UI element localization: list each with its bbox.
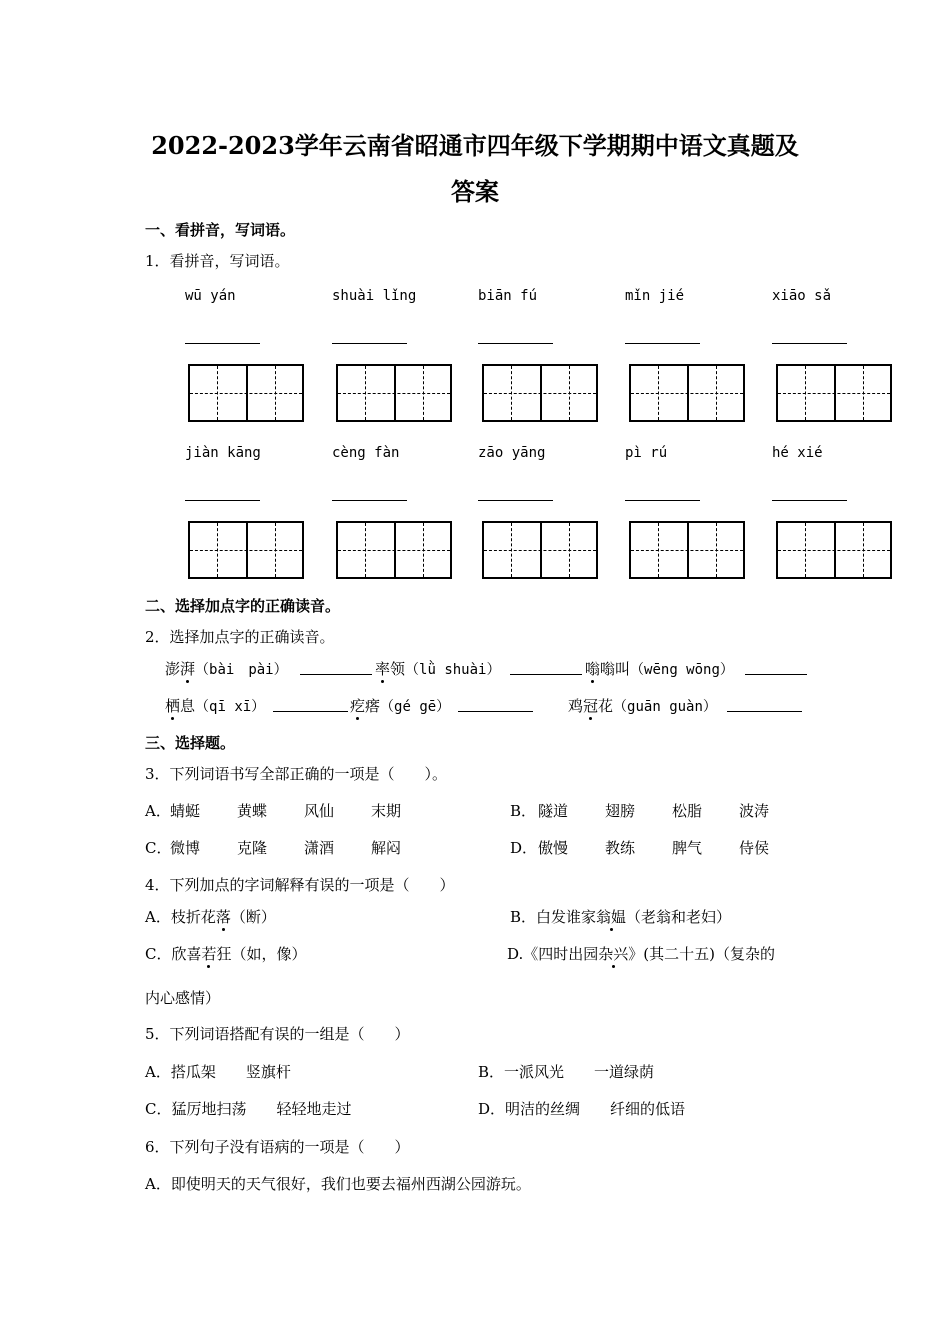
reading-item xyxy=(585,658,734,679)
pinyin-options: （guān guàn） xyxy=(613,699,717,715)
option-text: A．枝折花 xyxy=(145,908,216,926)
word-part: 领 xyxy=(390,660,406,678)
word-part: 息 xyxy=(180,697,196,715)
answer-line xyxy=(772,500,847,501)
word-part: 花 xyxy=(598,697,614,715)
option-word: 潇酒 xyxy=(304,839,335,857)
writing-grid[interactable] xyxy=(188,521,304,579)
writing-grid[interactable] xyxy=(336,521,452,579)
pinyin-options: （lǜ shuài） xyxy=(405,662,501,678)
dotted-char: 翁媪 xyxy=(596,908,627,926)
answer-line[interactable] xyxy=(727,711,802,712)
question-4-text: 4．下列加点的字词解释有误的一项是（ ） xyxy=(145,876,455,894)
pinyin-options: （bài pài） xyxy=(195,662,288,678)
option-6a[interactable]: A．即使明天的天气很好，我们也要去福州西湖公园游玩。 xyxy=(145,1175,531,1193)
option-word: 教练 xyxy=(605,839,636,857)
answer-line xyxy=(478,500,553,501)
option-word: 解闷 xyxy=(371,839,402,857)
option-word: 末期 xyxy=(371,802,402,820)
pinyin-label: xiāo sǎ xyxy=(772,288,832,304)
option-text: B．白发谁家 xyxy=(510,908,597,926)
option-letter: B． xyxy=(510,802,537,820)
option-4d-continued: 内心感情） xyxy=(145,989,221,1007)
option-word: 松脂 xyxy=(672,802,703,820)
pinyin-label: jiàn kāng xyxy=(185,445,261,461)
word-part: 鸡 xyxy=(568,697,584,715)
answer-line xyxy=(185,500,260,501)
option-3a[interactable] xyxy=(145,800,171,821)
document-title-line2: 答案 xyxy=(451,177,499,206)
option-word: 侍侯 xyxy=(739,839,770,857)
question-2-text: 2．选择加点字的正确读音。 xyxy=(145,628,335,646)
option-word: 黄蝶 xyxy=(237,802,268,820)
answer-line xyxy=(332,500,407,501)
pinyin-label: hé xié xyxy=(772,445,823,461)
dotted-char: 若 xyxy=(201,945,217,963)
writing-grid[interactable] xyxy=(336,364,452,422)
dotted-char: 栖 xyxy=(165,697,181,715)
document-title-line1: 2022-2023学年云南省昭通市四年级下学期期中语文真题及 xyxy=(151,131,799,160)
dotted-char: 湃 xyxy=(180,660,196,678)
answer-line[interactable] xyxy=(458,711,533,712)
option-4a[interactable] xyxy=(145,906,276,927)
option-letter: C． xyxy=(145,839,172,857)
option-text: （老翁和老妇） xyxy=(626,908,732,926)
writing-grid[interactable] xyxy=(629,521,745,579)
question-3-text: 3．下列词语书写全部正确的一项是（ ）。 xyxy=(145,765,448,783)
pinyin-label: wū yán xyxy=(185,288,236,304)
option-word: 傲慢 xyxy=(538,839,569,857)
option-5c[interactable]: C．猛厉地扫荡 轻轻地走过 xyxy=(145,1100,352,1118)
word-part: 澎 xyxy=(165,660,181,678)
option-word: 波涛 xyxy=(739,802,770,820)
option-3c[interactable] xyxy=(145,837,171,858)
option-word: 微博 xyxy=(170,839,201,857)
answer-line[interactable] xyxy=(745,674,807,675)
pinyin-label: pì rú xyxy=(625,445,668,461)
pinyin-label: shuài lǐng xyxy=(332,288,417,304)
question-1-text: 1．看拼音，写词语。 xyxy=(145,252,290,270)
answer-line[interactable] xyxy=(510,674,582,675)
dotted-char: 冠 xyxy=(583,697,599,715)
reading-item xyxy=(165,658,288,679)
option-letter: D． xyxy=(510,839,538,857)
section3-heading: 三、选择题。 xyxy=(145,734,236,752)
option-5b[interactable]: B．一派风光 一道绿荫 xyxy=(478,1063,655,1081)
option-4c[interactable] xyxy=(145,943,307,964)
option-4b[interactable] xyxy=(510,906,731,927)
writing-grid[interactable] xyxy=(188,364,304,422)
option-5d[interactable]: D．明洁的丝绸 纤细的低语 xyxy=(478,1100,686,1118)
option-3d[interactable] xyxy=(510,837,537,858)
word-part: 嗡叫 xyxy=(600,660,631,678)
pinyin-label: zāo yāng xyxy=(478,445,546,461)
writing-grid[interactable] xyxy=(776,364,892,422)
question-5-text: 5．下列词语搭配有误的一组是（ ） xyxy=(145,1025,410,1043)
answer-line xyxy=(625,500,700,501)
question-6-text: 6．下列句子没有语病的一项是（ ） xyxy=(145,1138,410,1156)
option-text: D.《四时出园 xyxy=(507,945,599,963)
option-word: 脾气 xyxy=(672,839,703,857)
pinyin-options: （wēng wōng） xyxy=(630,662,734,678)
option-word: 风仙 xyxy=(304,802,335,820)
option-word: 克隆 xyxy=(237,839,268,857)
option-5a[interactable]: A．搭瓜架 竖旗杆 xyxy=(145,1063,291,1081)
answer-line xyxy=(185,343,260,344)
dotted-char: 落 xyxy=(215,908,231,926)
option-3b[interactable] xyxy=(510,800,536,821)
pinyin-label: biān fú xyxy=(478,288,538,304)
word-part: 瘩 xyxy=(365,697,381,715)
section1-heading: 一、看拼音，写词语。 xyxy=(145,221,296,239)
answer-line xyxy=(772,343,847,344)
answer-line xyxy=(625,343,700,344)
answer-line[interactable] xyxy=(273,711,348,712)
pinyin-label: mǐn jié xyxy=(625,288,685,304)
option-word: 蜻蜓 xyxy=(170,802,201,820)
reading-item xyxy=(375,658,500,679)
reading-item xyxy=(165,695,265,716)
answer-line xyxy=(478,343,553,344)
option-word: 翅膀 xyxy=(605,802,636,820)
option-word: 隧道 xyxy=(538,802,569,820)
writing-grid[interactable] xyxy=(629,364,745,422)
dotted-char: 嗡 xyxy=(585,660,601,678)
pinyin-options: （gé gē） xyxy=(380,699,451,715)
option-text: （断） xyxy=(230,908,276,926)
writing-grid[interactable] xyxy=(776,521,892,579)
writing-grid[interactable] xyxy=(482,521,598,579)
option-4d[interactable] xyxy=(507,943,775,964)
answer-line[interactable] xyxy=(300,674,372,675)
option-letter: A． xyxy=(145,802,171,820)
section2-heading: 二、选择加点字的正确读音。 xyxy=(145,597,341,615)
reading-item xyxy=(568,695,717,716)
option-text: 》(其二十五)（复杂的 xyxy=(628,945,775,963)
pinyin-label: cèng fàn xyxy=(332,445,400,461)
dotted-char: 杂兴 xyxy=(598,945,629,963)
dotted-char: 率 xyxy=(375,660,391,678)
reading-item xyxy=(350,695,450,716)
writing-grid[interactable] xyxy=(482,364,598,422)
answer-line xyxy=(332,343,407,344)
dotted-char: 疙 xyxy=(350,697,366,715)
option-text: C．欣喜 xyxy=(145,945,202,963)
option-text: 狂（如，像） xyxy=(216,945,307,963)
pinyin-options: （qī xī） xyxy=(195,699,266,715)
